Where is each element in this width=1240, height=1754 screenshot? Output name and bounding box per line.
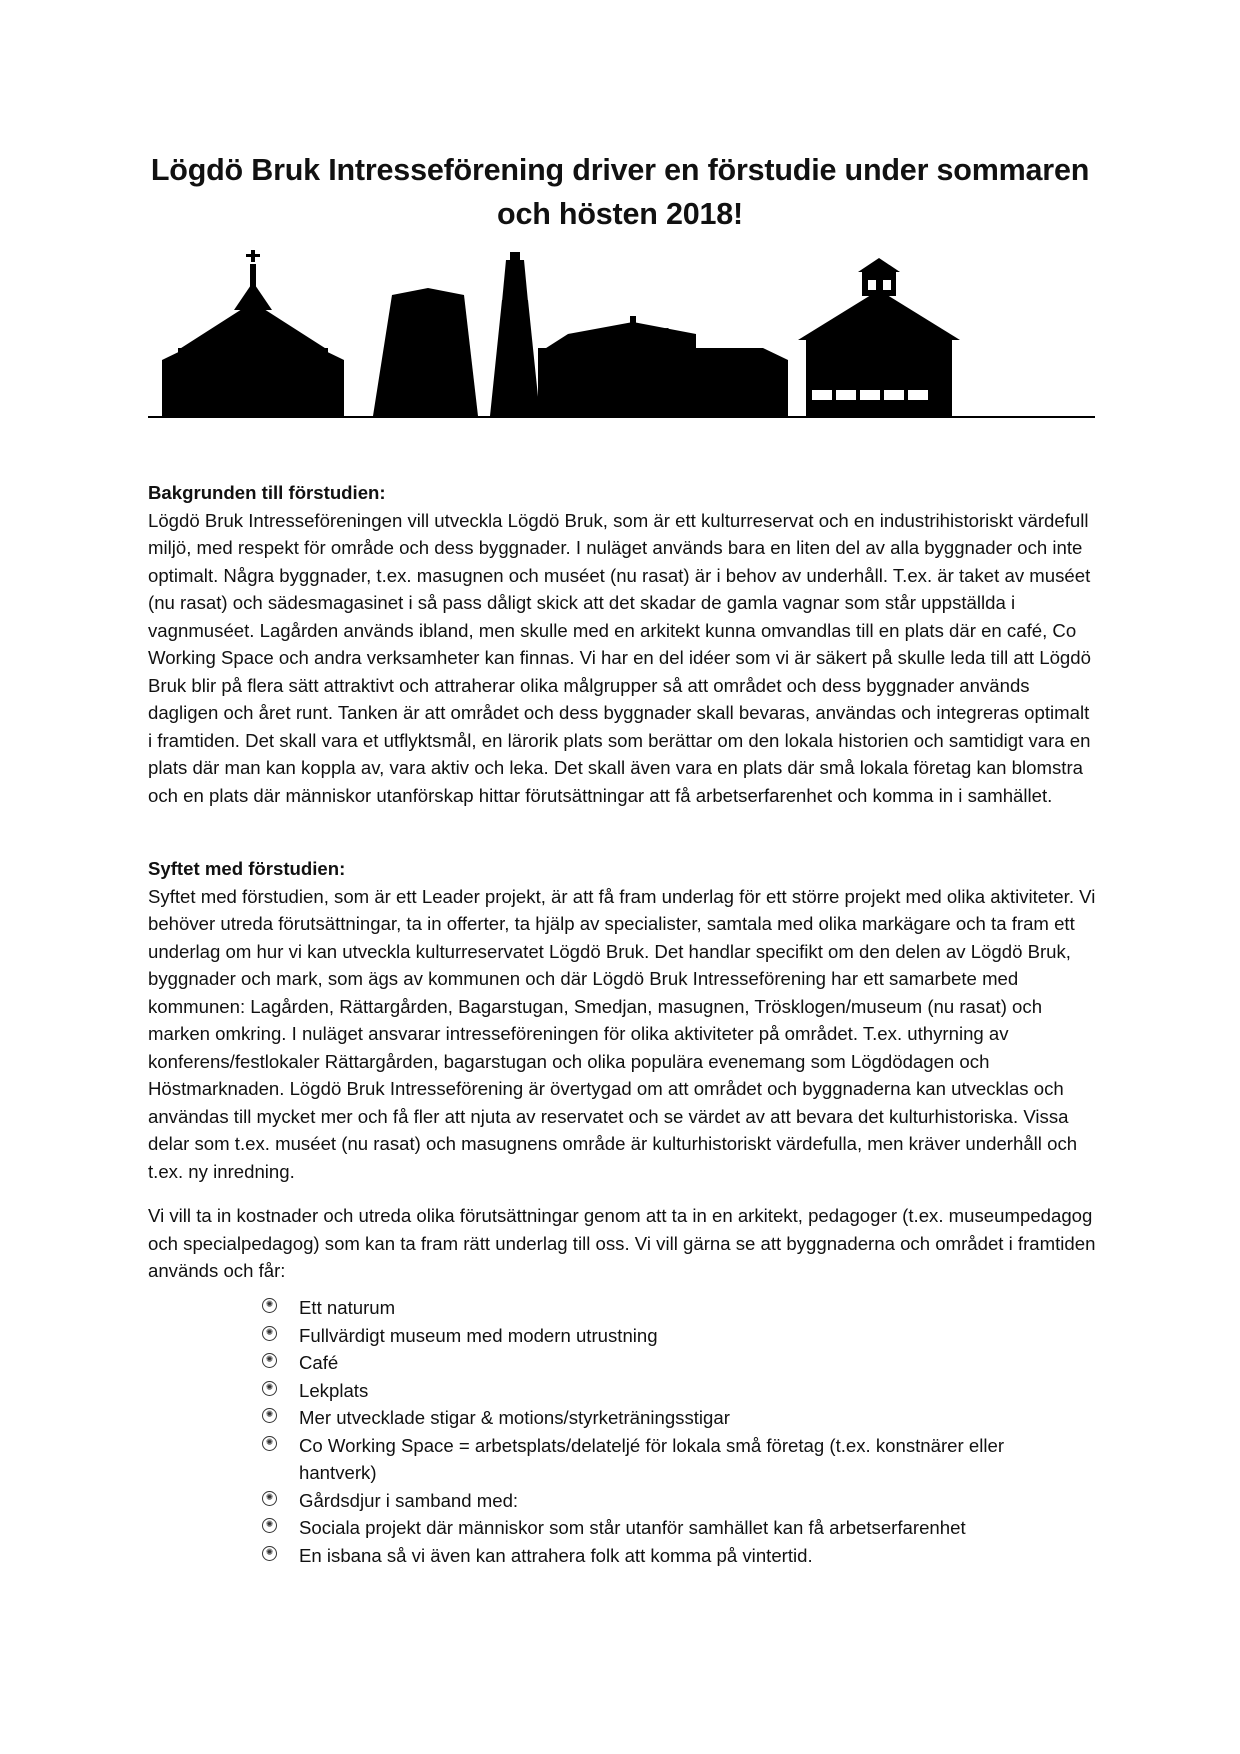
- list-item-text: Lekplats: [299, 1379, 369, 1401]
- medallion-bullet-icon: ✺: [262, 1436, 277, 1451]
- wish-list: [262, 1294, 1082, 1569]
- list-item-text: Café: [299, 1352, 339, 1373]
- list-item-text: Co Working Space = arbetsplats/delateljé för lokala små företag (t.ex. konstnärer eller hantverk): [299, 1434, 1005, 1483]
- furnace-silhouette: [373, 288, 478, 416]
- document-title: [140, 148, 1100, 236]
- list-item-text: En isbana så vi även kan attrahera folk att komma på vintertid.: [299, 1544, 813, 1566]
- lögdö-bruk-buildings-silhouette: [148, 250, 1095, 420]
- list-item: [262, 1487, 1082, 1515]
- medallion-bullet-icon: ✺: [262, 1518, 277, 1533]
- medallion-bullet-icon: ✺: [262, 1353, 277, 1368]
- medallion-bullet-icon: ✺: [262, 1491, 277, 1506]
- plans-section: [148, 1202, 1098, 1285]
- list-item: [262, 1514, 1082, 1542]
- medallion-bullet-icon: ✺: [262, 1326, 277, 1341]
- section-heading: Syftet med förstudien:: [148, 858, 346, 879]
- list-item-text: Sociala projekt där människor som står utanför samhället kan få arbetserfarenhet: [299, 1517, 966, 1538]
- medallion-bullet-icon: ✺: [262, 1408, 277, 1423]
- title-line-1: Lögdö Bruk Intresseförening driver en förstudie under sommaren: [150, 153, 1090, 187]
- list-item: [262, 1404, 1082, 1432]
- medallion-bullet-icon: ✺: [262, 1546, 277, 1561]
- long-building-silhouette: [538, 316, 788, 416]
- section-body: Lögdö Bruk Intresseföreningen vill utveckla Lögdö Bruk, som är ett kulturreservat och en industrihistoriskt värdefull miljö, med respekt för område och dess byggnader. I nuläget används bara en liten del av alla byggnader och inte optimalt. Några byggnader, t.ex. masugnen och muséet (nu rasat) är i behov av underhåll. T.ex. är taket av muséet (nu rasat) och sädesmagasinet i så pass dåligt skick att det skadar de gamla vagnar som står uppställda i vagnmuséet. Lagården används ibland, men skulle med en arkitekt kunna omvandlas till en plats där en café, Co Working Space och andra verksamheter kan finnas. Vi har en del idéer som vi är säkert på skulle leda till att Lögdö Bruk blir på flera sätt attraktivt och attraherar olika målgrupper så att området och dess byggnader används dagligen och året runt. Tanken är att området och dess byggnader skall bevaras, användas och integreras optimalt i framtiden. Det skall vara et utflyktsmål, en lärorik plats som berättar om den lokala historien och samtidigt vara en plats där man kan koppla av, vara aktiv och leka. Det skall även vara en plats där små lokala företag kan blomstra och en plats där människor utanförskap hittar förutsättningar att få arbetserfarenhet och komma in i samhället.: [148, 509, 1091, 806]
- purpose-section: [148, 855, 1098, 1185]
- section-heading: Bakgrunden till förstudien:: [148, 482, 386, 503]
- list-item-text: Ett naturum: [299, 1297, 396, 1318]
- list-item: [262, 1349, 1082, 1377]
- church-silhouette: [162, 250, 344, 416]
- list-item-text: Gårdsdjur i samband med:: [299, 1489, 519, 1511]
- section-body: Vi vill ta in kostnader och utreda olika förutsättningar genom att ta in en arkitekt, pedagoger (t.ex. museumpedagog och specialpedagog) som kan ta fram rätt underlag till oss. Vi vill gärna se att byggnaderna och området i framtiden används och får:: [148, 1205, 1096, 1281]
- medallion-bullet-icon: ✺: [262, 1298, 277, 1313]
- list-item: [262, 1542, 1082, 1570]
- list-item: [262, 1322, 1082, 1350]
- ground-line: [148, 416, 1095, 418]
- list-item: [262, 1377, 1082, 1405]
- title-line-2: och hösten 2018!: [497, 197, 743, 231]
- list-item-text: Fullvärdigt museum med modern utrustning: [299, 1324, 658, 1346]
- list-item: [262, 1294, 1082, 1322]
- list-item-text: Mer utvecklade stigar & motions/styrketräningsstigar: [299, 1407, 730, 1428]
- background-section: [148, 479, 1098, 809]
- medallion-bullet-icon: ✺: [262, 1381, 277, 1396]
- tower-silhouette: [490, 252, 540, 416]
- list-item: [262, 1432, 1082, 1487]
- section-body: Syftet med förstudien, som är ett Leader projekt, är att få fram underlag för ett större projekt med olika aktiviteter. Vi behöver utreda förutsättningar, ta in offerter, ta hjälp av specialister, samtala med olika markägare och ta fram ett underlag om hur vi kan utveckla kulturreservatet Lögdö Bruk. Det handlar specifikt om den delen av Lögdö Bruk, byggnader och mark, som ägs av kommunen och där Lögdö Bruk Intresseförening har ett samarbete med kommunen: Lagården, Rättargården, Bagarstugan, Smedjan, masugnen, Trösklogen/museum (nu rasat) och marken omkring. I nuläget ansvarar intresseföreningen för olika aktiviteter på området. T.ex. uthyrning av konferens/festlokaler Rättargården, bagarstugan och olika populära evenemang som Lögdödagen och Höstmarknaden. Lögdö Bruk Intresseförening är övertygad om att området och byggnaderna kan utvecklas och användas till mycket mer och få fler att njuta av reservatet och se värdet av att bevara det kulturhistoriska. Vissa delar som t.ex. muséet (nu rasat) och masugnens område är kulturhistoriskt värdefulla, men kräver underhåll och t.ex. ny inredning.: [148, 885, 1096, 1182]
